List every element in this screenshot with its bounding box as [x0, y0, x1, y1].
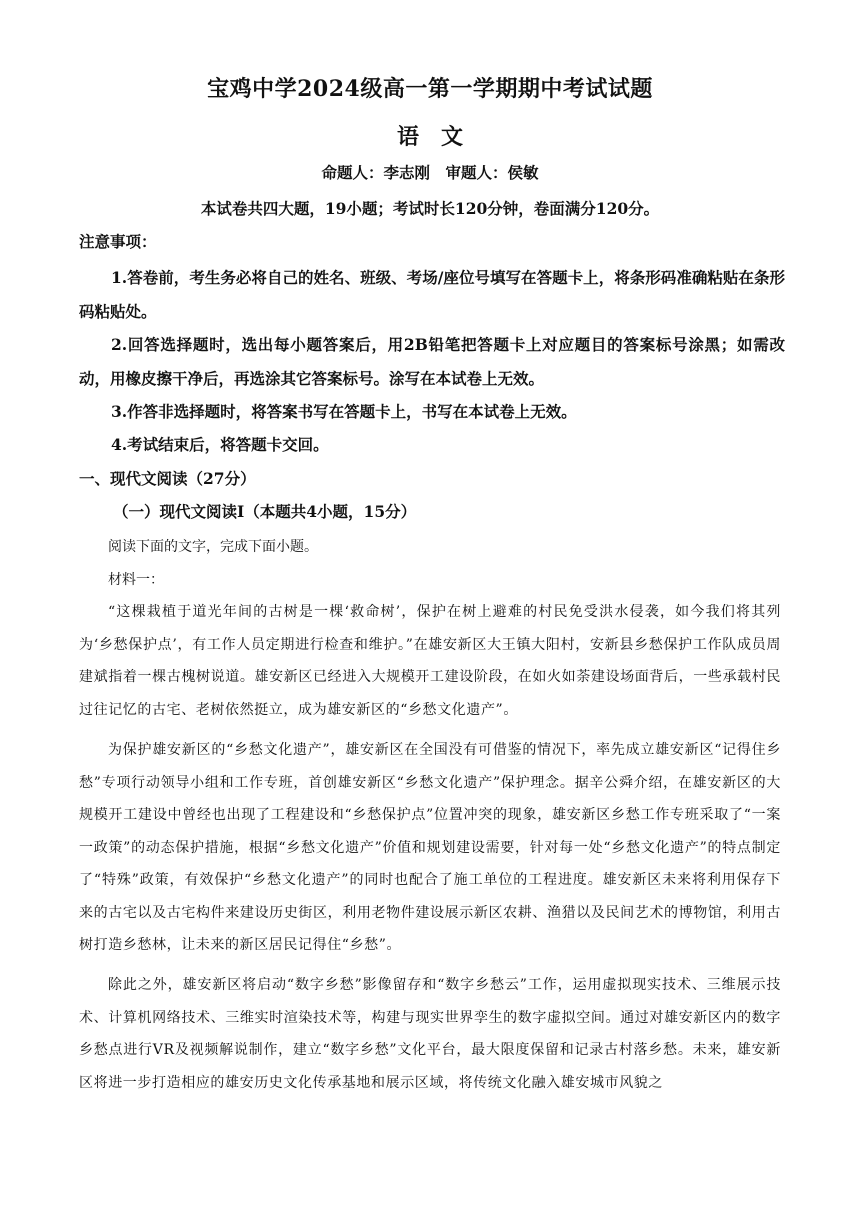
- paragraph-1: “这棵栽植于道光年间的古树是一棵‘救命树’，保护在树上避难的村民免受洪水侵袭，如今我们将其列为‘乡愁保护点’，有工作人员定期进行检查和维护。”在雄安新区大王镇大阳村，安新县乡愁保护工作队成员周建斌指着一棵古槐树说道。雄安新区已经进入大规模开工建设阶段，在如火如荼建设场面背后，一些承载村民过往记忆的古宅、老树依然挺立，成为雄安新区的“乡愁文化遗产”。: [79, 604, 781, 718]
- author-line: 命题人：李志刚 审题人：侯敏: [321, 163, 539, 182]
- notice-item-1: 1.答卷前，考生务必将自己的姓名、班级、考场/座位号填写在答题卡上，将条形码准确粘贴在条形码粘贴处。: [79, 268, 785, 321]
- notice-item-4: 4.考试结束后，将答题卡交回。: [111, 435, 329, 454]
- notice-item-3: 3.作答非选择题时，将答案书写在答题卡上，书写在本试卷上无效。: [111, 402, 577, 421]
- subject-title: 语 文: [396, 124, 463, 150]
- exam-title: 宝鸡中学2024级高一第一学期期中考试试题: [207, 76, 653, 102]
- paragraph-2: 为保护雄安新区的“乡愁文化遗产”，雄安新区在全国没有可借鉴的情况下，率先成立雄安新区“记得住乡愁”专项行动领导小组和工作专班，首创雄安新区“乡愁文化遗产”保护理念。据辛公舜介绍，在雄安新区的大规模开工建设中曾经也出现了工程建设和“乡愁保护点”位置冲突的现象，雄安新区乡愁工作专班采取了“一案一政策”的动态保护措施，根据“乡愁文化遗产”价值和规划建设需要，针对每一处“乡愁文化遗产”的特点制定了“特殊”政策，有效保护“乡愁文化遗产”的同时也配合了施工单位的工程进度。雄安新区未来将利用保存下来的古宅以及古宅构件来建设历史街区，利用老物件建设展示新区农耕、渔猎以及民间艺术的博物馆，利用古树打造乡愁林，让未来的新区居民记得住“乡愁”。: [79, 742, 781, 953]
- subsection-heading: （一）现代文阅读Ⅰ（本题共4小题，15分）: [113, 502, 417, 521]
- reading-instruction: 阅读下面的文字，完成下面小题。: [108, 539, 318, 555]
- material-label: 材料一：: [108, 572, 164, 588]
- paragraph-3: 除此之外，雄安新区将启动“数字乡愁”影像留存和“数字乡愁云”工作，运用虚拟现实技术、三维展示技术、计算机网络技术、三维实时渲染技术等，构建与现实世界孪生的数字虚拟空间。通过对雄安新区内的数字乡愁点进行VR及视频解说制作，建立“数字乡愁”文化平台，最大限度保留和记录古村落乡愁。未来，雄安新区将进一步打造相应的雄安历史文化传承基地和展示区域，将传统文化融入雄安城市风貌之: [79, 977, 781, 1091]
- section-heading: 一、现代文阅读（27分）: [79, 469, 256, 488]
- exam-info-line: 本试卷共四大题，19小题；考试时长120分钟，卷面满分120分。: [200, 199, 660, 218]
- notice-heading: 注意事项：: [79, 232, 157, 251]
- notice-item-2: 2.回答选择题时，选出每小题答案后，用2B铅笔把答题卡上对应题目的答案标号涂黑；如需改动，用橡皮擦干净后，再选涂其它答案标号。涂写在本试卷上无效。: [79, 335, 785, 388]
